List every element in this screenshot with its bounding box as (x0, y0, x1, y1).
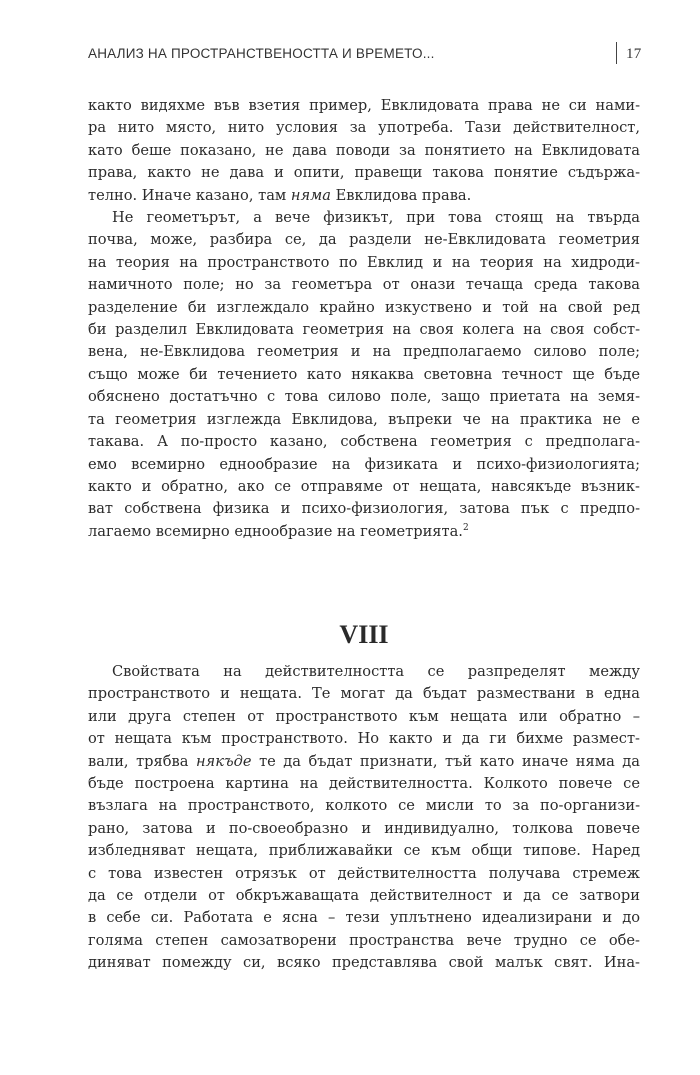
text-run: Евклидова права. (335, 186, 472, 204)
text-line: вена, не-Евклидова геометрия и на предполагаемо силово поле; (88, 343, 640, 361)
text-line: диняват помежду си, всяко представлява свой малък свят. Ина- (88, 954, 640, 972)
text-line: почва, може, разбира се, да раздели не-Евклидовата геометрия (88, 231, 640, 249)
text-line: бъде построена картина на действителността. Колкото повече се (88, 775, 640, 793)
text-line: пространството и нещата. Те могат да бъдат размествани в една (88, 685, 640, 703)
section-vii-text (88, 95, 640, 543)
header-divider (616, 42, 617, 64)
text-line: та геометрия изглежда Евклидова, въпреки че на практика не е (88, 410, 640, 428)
emphasis-text: някъде (195, 752, 252, 770)
text-line: емо всемирно еднообразие на физиката и психо-физиологията; (88, 455, 640, 473)
text-line: възлага на пространството, колкото се мисли то за по-организи- (88, 797, 640, 815)
text-line: Свойствата на действителността се разпределят между (112, 663, 640, 680)
text-line: както и обратно, ако се отправяме от нещата, навсякъде възник- (88, 477, 640, 495)
text-run: те да бъдат признати, тъй като иначе няма да (259, 752, 640, 770)
text-line: рано, затова и по-своеобразно и индивидуално, толкова повече (88, 819, 640, 837)
text-line: от нещата към пространството. Но както и да ги бихме размест- (88, 730, 640, 748)
text-line: такава. А по-просто казано, собствена геометрия с предполага- (88, 433, 640, 451)
emphasis-text: няма (290, 186, 331, 204)
page-number: 17 (626, 46, 642, 62)
footnote-marker: 2 (462, 522, 469, 533)
text-line: също може би течението като някаква световна течност ще бъде (88, 365, 640, 383)
text-line: разделение би изглеждало крайно изкуствено и той на свой ред (88, 298, 640, 316)
section-heading: VIII (339, 620, 389, 649)
text-run: лагаемо всемирно еднообразие на геометрията. (88, 522, 463, 540)
text-line: като беше показано, не дава поводи за понятието на Евклидовата (88, 141, 640, 159)
text-line (88, 751, 640, 773)
text-line (88, 185, 640, 207)
text-line: намичното поле; но за геометъра от онази течаща среда такова (88, 276, 640, 294)
text-run: телно. Иначе казано, там (88, 186, 287, 204)
text-line: Не геометърът, а вече физикът, при това стоящ на твърда (112, 209, 640, 227)
text-line: да се отдели от обкръжаващата действителност и да се затвори (88, 887, 640, 905)
text-line: права, както не дава и опити, правещи такова понятие съдържа- (88, 164, 640, 182)
text-line: ра нито място, нито условия за употреба. Тази действителност, (88, 119, 640, 137)
running-title: АНАЛИЗ НА ПРОСТРАНСТВЕНОСТТА И ВРЕМЕТО... (88, 46, 435, 61)
text-line: избледняват нещата, приближавайки се към общи типове. Наред (88, 842, 640, 860)
section-viii-text (88, 661, 640, 975)
text-line: обяснено достатъчно с това силово поле, защо приетата на земя- (88, 388, 640, 406)
text-line: с това известен отрязък от действителността получава стремеж (88, 864, 640, 882)
text-line: голяма степен самозатворени пространства вече трудно се обе- (88, 931, 640, 949)
text-run: вали, трябва (88, 752, 189, 770)
text-line: в себе си. Работата е ясна – тези уплътнено идеализирани и до (88, 909, 640, 927)
text-line: ват собствена физика и психо-физиология, затова пък с предпо- (88, 500, 640, 518)
text-line (88, 521, 640, 543)
text-line: на теория на пространството по Евклид и на теория на хидроди- (88, 253, 640, 271)
text-line: както видяхме във взетия пример, Евклидовата права не си нами- (88, 97, 640, 114)
running-header (88, 42, 648, 66)
text-line: би разделил Евклидовата геометрия на своя колега на своя собст- (88, 321, 640, 339)
text-line: или друга степен от пространството към нещата или обратно – (88, 707, 640, 725)
